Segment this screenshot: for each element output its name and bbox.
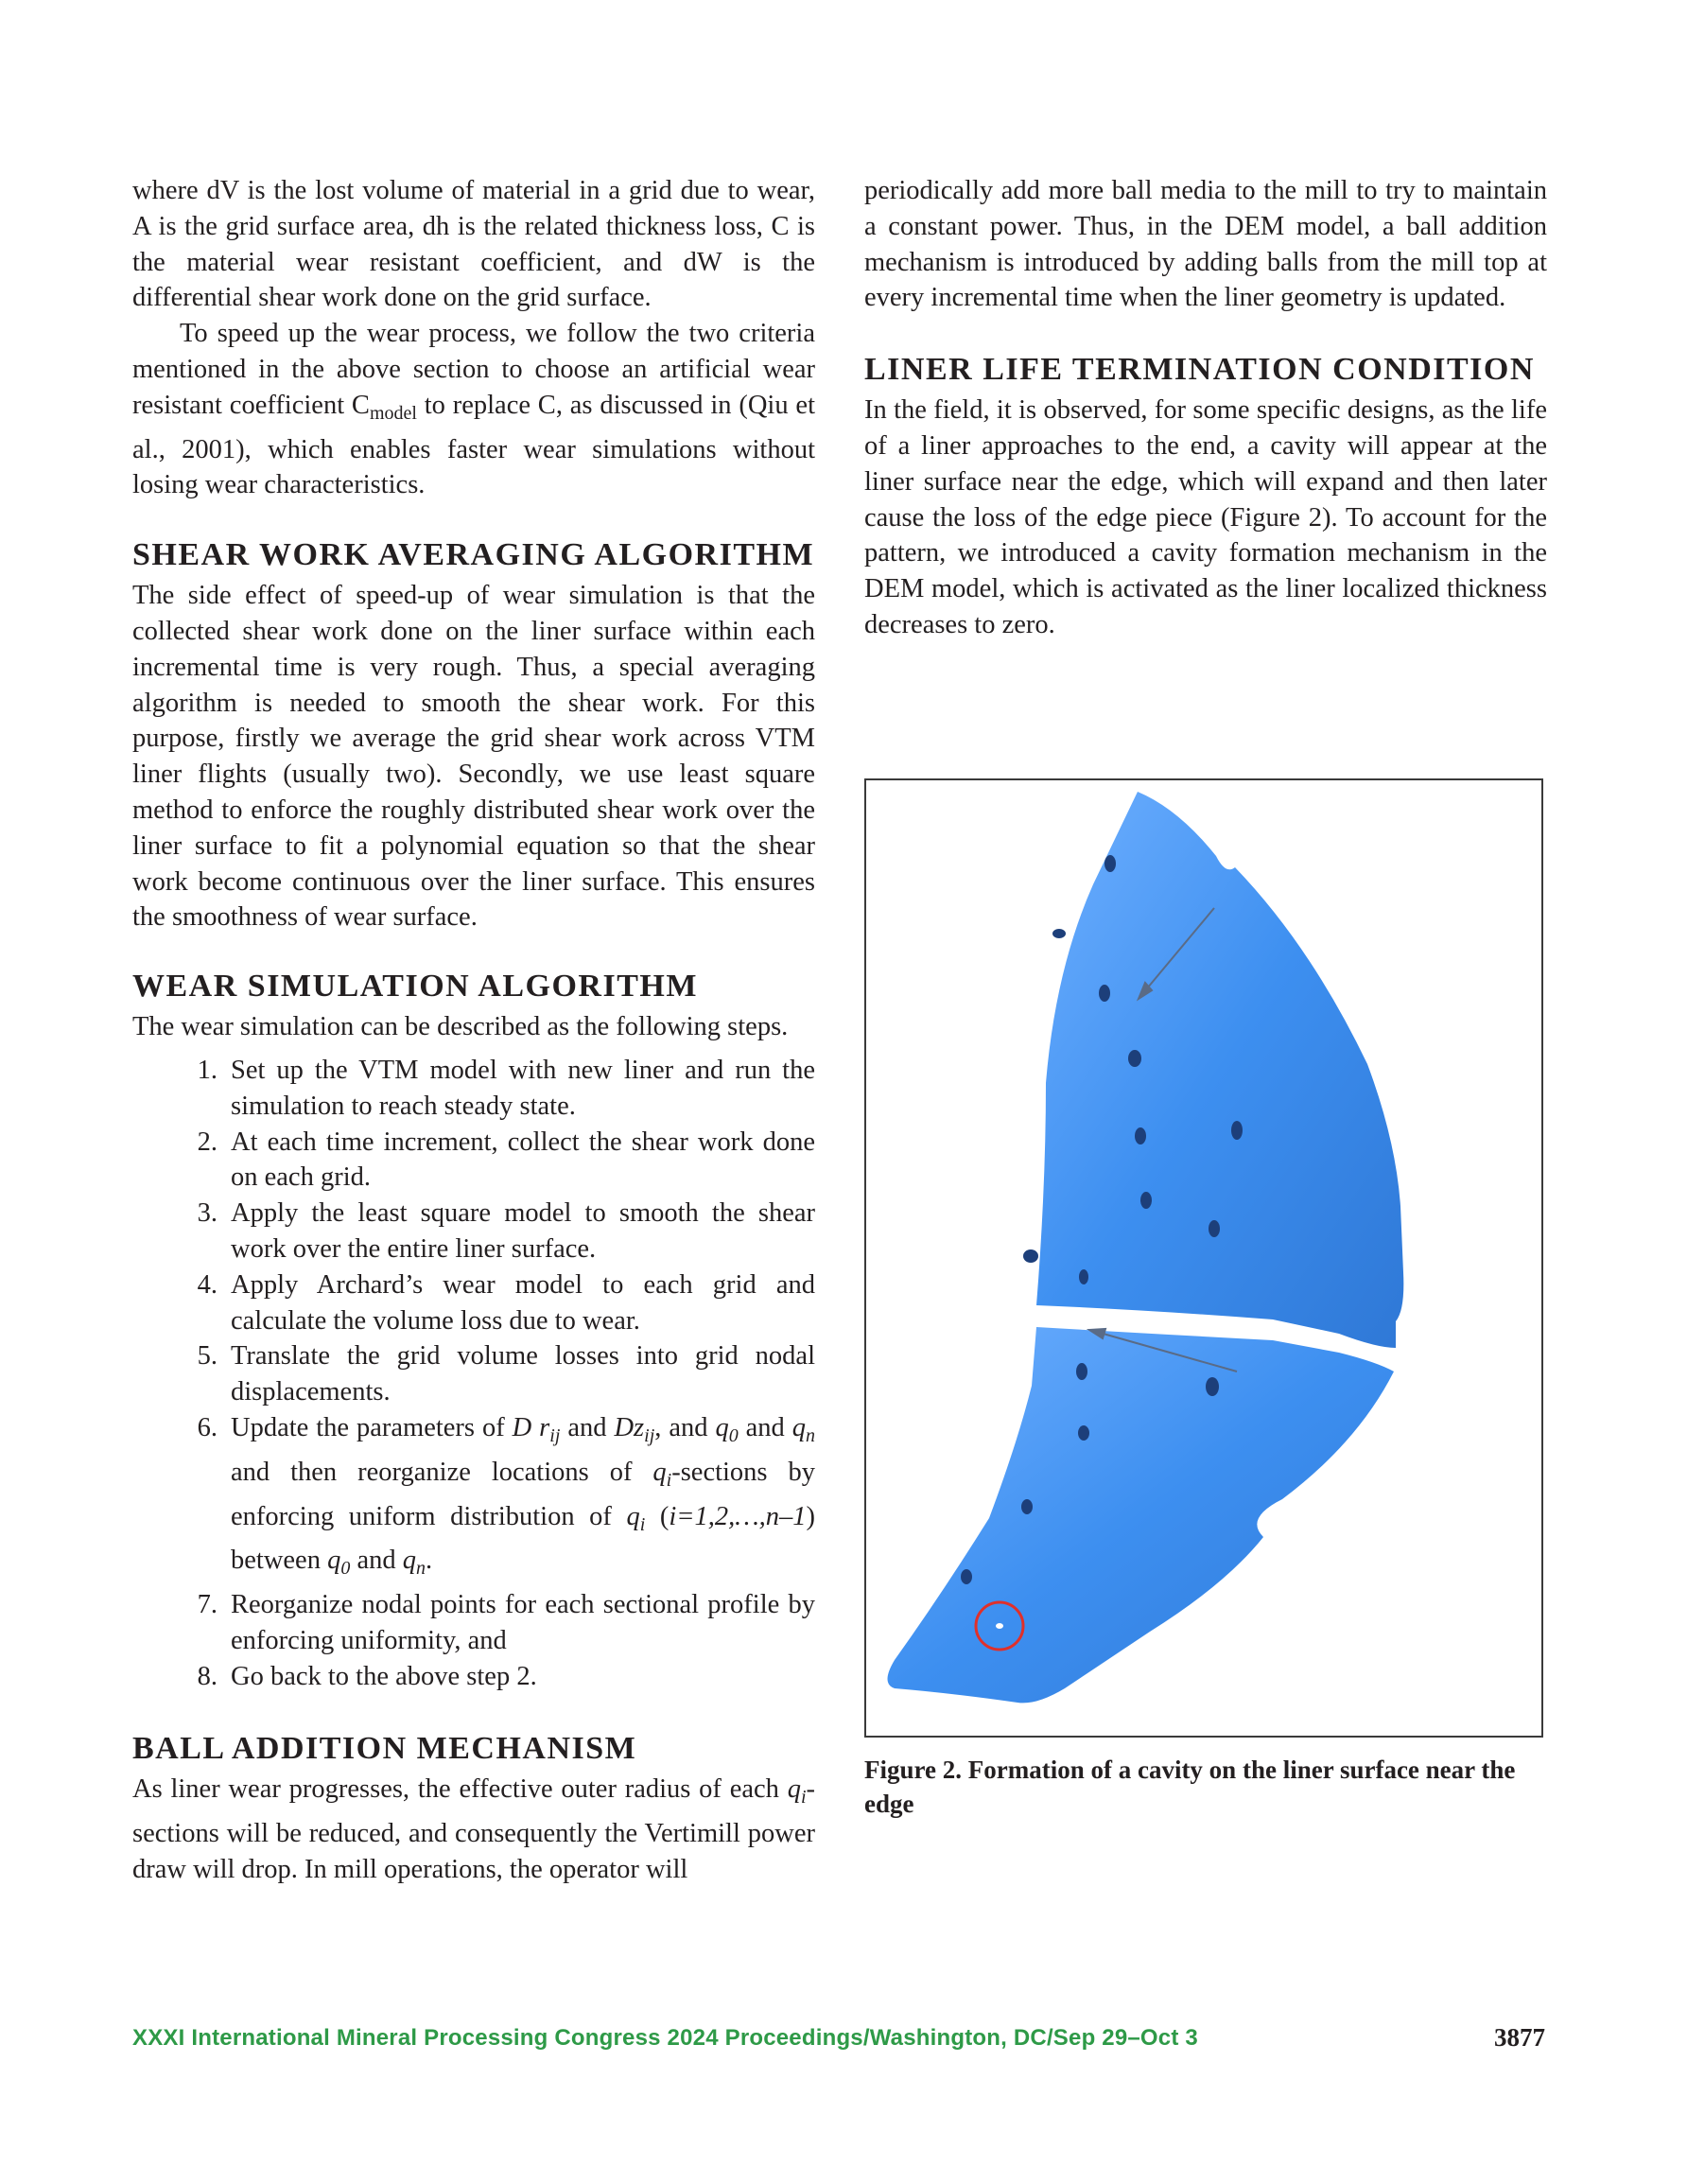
math-range: i=1,2,…,n–1 (669, 1501, 807, 1531)
step6-text: Update the parameters of (231, 1412, 513, 1442)
step6-text: and (738, 1412, 792, 1442)
math-q: q (626, 1501, 640, 1531)
list-item (132, 1196, 815, 1267)
list-item (132, 1410, 815, 1587)
step-text (231, 1412, 815, 1580)
step-number: 6. (197, 1412, 217, 1442)
liner-render (866, 780, 1541, 1736)
math-d-r: D r (512, 1412, 550, 1442)
math-subscript: i (800, 1787, 807, 1808)
list-item (132, 1659, 815, 1695)
footer-proceedings: XXXI International Mineral Processing Congress 2024 Proceedings/Washington, DC/Sep 29–Oct 3 (132, 2025, 1198, 2051)
math-dz: Dz (614, 1412, 645, 1442)
paragraph-ball-continued: periodically add more ball media to the mill to try to maintain a constant power. Thus, in the DEM model, a ball addition mechanism is introduced by adding balls from the mill top at every incremental time when the liner geometry is updated. (864, 176, 1547, 313)
step-text: Reorganize nodal points for each sectional profile by enforcing uniformity, and (231, 1590, 815, 1655)
step-text: Go back to the above step 2. (231, 1661, 537, 1691)
page-number: 3877 (1494, 2023, 1545, 2052)
step-text: Apply the least square model to smooth the shear work over the entire liner surface. (231, 1198, 815, 1264)
math-q: q (402, 1546, 416, 1576)
paragraph-liner-life: In the field, it is observed, for some specific designs, as the life of a liner approaches to the end, a cavity will appear at the liner surface near the edge, which will expand and then later cause the loss of the edge piece (Figure 2). To account for the pattern, we introduced a cavity formation mechanism in the DEM model, which is activated as the liner localized thickness decreases to zero. (864, 395, 1547, 639)
speed-text-b: to replace C, as discussed in (Qiu et al., 2001), which enables faster wear simulations without losing wear characteristics. (132, 390, 815, 500)
step-text: Translate the grid volume losses into grid nodal displacements. (231, 1341, 815, 1407)
list-item (132, 1053, 815, 1125)
figure-2-image (864, 778, 1543, 1738)
math-subscript: i (666, 1469, 672, 1491)
step6-text: ) between (231, 1501, 815, 1576)
heading-liner-life: LINER LIFE TERMINATION CONDITION (864, 352, 1535, 388)
heading-shear-work: SHEAR WORK AVERAGING ALGORITHM (132, 537, 815, 573)
math-subscript: ij (644, 1424, 655, 1446)
liner-lower-segment (888, 1327, 1395, 1703)
heading-wear-simulation: WEAR SIMULATION ALGORITHM (132, 969, 698, 1005)
step-number: 4. (197, 1269, 217, 1300)
math-subscript: 0 (340, 1558, 351, 1580)
step-number: 3. (197, 1198, 217, 1229)
ball-text-a: As liner wear progresses, the effective outer radius of each (132, 1774, 788, 1805)
math-q: q (787, 1774, 801, 1805)
paragraph-ball-addition (132, 1772, 815, 1887)
math-subscript: n (805, 1424, 815, 1446)
step-number: 7. (197, 1590, 217, 1620)
step6-text: and (350, 1546, 403, 1576)
paragraph-shear-work: The side effect of speed-up of wear simulation is that the collected shear work done on the liner surface within each incremental time is very rough. Thus, a special averaging algorithm is needed to smooth the shear work. For this purpose, firstly we average the grid shear work across VTM liner flights (usually two). Secondly, we use least square method to enforce the roughly distributed shear work over the liner surface to fit a polynomial equation so that the shear work become continuous over the liner surface. This ensures the smoothness of wear surface. (132, 581, 815, 933)
figure-caption: Figure 2. Formation of a cavity on the liner surface near the edge (864, 1756, 1516, 1818)
paragraph-speed-up (132, 316, 815, 503)
paragraph-wear-definition: where dV is the lost volume of material in a grid due to wear, A is the grid surface area, dh is the related thickness loss, C is the material wear resistant coefficient, and dW is the differential shear work done on the grid surface. (132, 176, 815, 313)
step-number: 1. (197, 1055, 217, 1085)
math-q: q (327, 1546, 341, 1576)
speed-text-a: To speed up the wear process, we follow the two criteria mentioned in the above section to choose an artificial wear resistant coefficient C (132, 319, 815, 420)
liner-upper-segment (1036, 792, 1403, 1348)
ball-text-b: -sections will be reduced, and consequently the Vertimill power draw will drop. In mill operations, the operator will (132, 1774, 815, 1885)
step6-text: ( (645, 1501, 670, 1531)
step-number: 2. (197, 1127, 217, 1157)
list-item (132, 1338, 815, 1410)
step6-text: and then reorganize locations of (231, 1457, 653, 1487)
math-q: q (652, 1457, 667, 1487)
step6-text: . (425, 1546, 433, 1576)
step6-text: , and (654, 1412, 716, 1442)
math-q: q (715, 1412, 729, 1442)
step-number: 8. (197, 1661, 217, 1691)
math-q: q (791, 1412, 806, 1442)
step-text: Apply Archard’s wear model to each grid and calculate the volume loss due to wear. (231, 1269, 815, 1336)
steps-list (132, 1053, 815, 1695)
math-subscript: n (415, 1558, 426, 1580)
left-column (132, 173, 815, 1888)
math-subscript: 0 (728, 1424, 739, 1446)
math-subscript: i (639, 1513, 646, 1535)
math-subscript: ij (549, 1424, 561, 1446)
step-text: At each time increment, collect the shear work done on each grid. (231, 1127, 815, 1193)
right-column (864, 173, 1547, 643)
page-footer (132, 2025, 1545, 2063)
list-item (132, 1587, 815, 1659)
step6-text: and (560, 1412, 615, 1442)
c-model-subscript: model (369, 402, 417, 424)
cavity-spot (996, 1623, 1003, 1629)
heading-ball-addition: BALL ADDITION MECHANISM (132, 1731, 637, 1767)
step-text: Set up the VTM model with new liner and run the simulation to reach steady state. (231, 1055, 815, 1121)
list-item (132, 1125, 815, 1197)
list-item (132, 1267, 815, 1339)
step-number: 5. (197, 1341, 217, 1372)
step6-text: -sections by enforcing uniform distribution of (231, 1457, 815, 1531)
paragraph-wear-intro: The wear simulation can be described as the following steps. (132, 1012, 789, 1042)
